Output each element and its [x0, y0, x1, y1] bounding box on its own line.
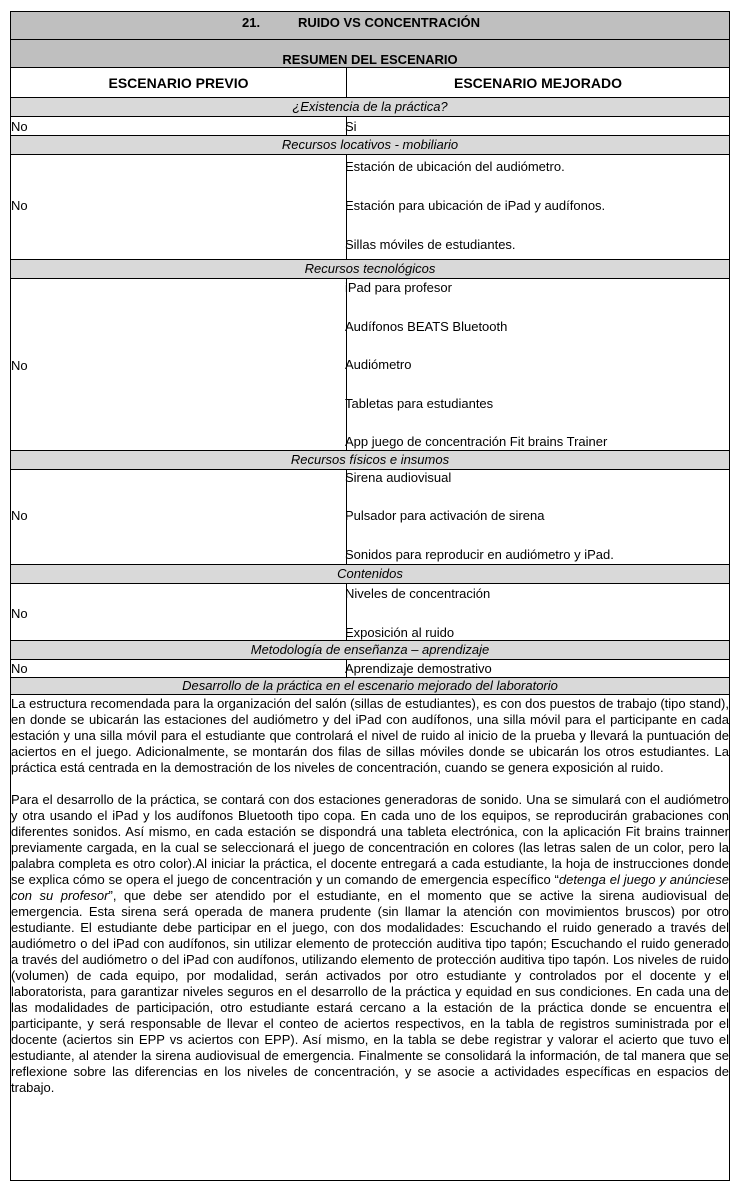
emergency-command: detenga el juego y anúnciese con su profesor: [11, 872, 729, 903]
list-item: Niveles de concentración: [345, 586, 491, 601]
section-existencia: ¿Existencia de la práctica?: [11, 98, 729, 117]
list-item: Tabletas para estudiantes: [345, 396, 494, 411]
list-item: Sillas móviles de estudiantes.: [345, 237, 516, 252]
section-contenidos: Contenidos: [11, 565, 729, 584]
summary-title: RESUMEN DEL ESCENARIO: [282, 52, 458, 67]
row-fisicos: [11, 470, 729, 565]
section-locativos: Recursos locativos - mobiliario: [11, 136, 729, 155]
subtitle-row: [11, 40, 729, 68]
section-metodologia: Metodología de enseñanza – aprendizaje: [11, 641, 729, 660]
title-row: [11, 12, 729, 40]
row-locativos: [11, 155, 729, 260]
col-header-improved: ESCENARIO MEJORADO: [453, 75, 623, 91]
list-item: Audífonos BEATS Bluetooth: [345, 319, 508, 334]
row-metodologia: [11, 660, 729, 678]
list-item: App juego de concentración Fit brains Trainer: [345, 434, 608, 449]
row-contenidos: [11, 584, 729, 641]
prev-locativos: No: [11, 198, 28, 213]
list-item: iPad para profesor: [345, 280, 452, 295]
row-tecnologicos: [11, 279, 729, 451]
scenario-summary-table: [10, 11, 730, 1181]
new-metodologia: Aprendizaje demostrativo: [345, 661, 492, 676]
list-item: Sirena audiovisual: [345, 470, 452, 485]
section-tecnologicos: Recursos tecnológicos: [11, 260, 729, 279]
section-fisicos: Recursos físicos e insumos: [11, 451, 729, 470]
prev-metodologia: No: [11, 661, 28, 676]
practice-title: RUIDO VS CONCENTRACIÓN: [298, 15, 481, 30]
practice-description: [11, 696, 729, 1096]
paragraph-development-part1: Para el desarrollo de la práctica, se contará con dos estaciones generadoras de sonido. Una se simulará con el audiómetro y otra usando el iPad y los audífonos Bluetooth tipo copa. En cada uno de los equipos, se reproducirán grabaciones con diferentes sonidos. Así mismo, en cada estación se dispondrá una tableta electrónica, con la aplicación Fit brains trainner previamente cargada, en la cual se seleccionará el juego de concentración en colores (las letras salen de un color, pero la palabra completa es otro color).Al iniciar la práctica, el docente entregará a cada estudiante, la hoja de instrucciones donde se explica cómo se opera el juego de concentración y un comando de emergencia específico “: [11, 792, 729, 887]
paragraph-structure: La estructura recomendada para la organización del salón (sillas de estudiantes), es con dos puestos de trabajo (tipo stand), en donde se ubicarán las estaciones del audiómetro y del iPad con audífonos, una silla móvil para el participante en cada estación y una silla móvil para el estudiante que controlará el nivel de ruido al inicio de la prueba y llevará la puntuación de aciertos en el juego. Adicionalmente, se montarán dos filas de sillas móviles donde se ubicarán los otros estudiantes. La práctica está centrada en la demostración de los niveles de concentración, cuando se genera exposición al ruido.: [11, 696, 729, 775]
column-header-row: [11, 68, 729, 98]
list-item: Estación de ubicación del audiómetro.: [345, 159, 565, 174]
col-header-previous: ESCENARIO PREVIO: [108, 75, 249, 91]
new-existencia: Si: [345, 119, 357, 134]
section-desarrollo: Desarrollo de la práctica en el escenario mejorado del laboratorio: [11, 678, 729, 695]
paragraph-development: [11, 792, 729, 1096]
prev-tecnologicos: No: [11, 358, 28, 373]
practice-number: 21.: [242, 15, 261, 30]
list-item: Pulsador para activación de sirena: [345, 508, 545, 523]
list-item: Audiómetro: [345, 357, 412, 372]
prev-fisicos: No: [11, 508, 28, 523]
prev-contenidos: No: [11, 606, 28, 621]
list-item: Estación para ubicación de iPad y audífonos.: [345, 198, 606, 213]
list-item: Sonidos para reproducir en audiómetro y iPad.: [345, 547, 614, 562]
paragraph-development-part2: ”, que debe ser atendido por el estudiante, en el momento que se active la sirena audiovisual de emergencia. Esta sirena será operada de manera prudente (sin llamar la atención con movimientos bruscos) por otro estudiante. El estudiante debe participar en el juego, con dos modalidades: Escuchando el ruido generado a través del audiómetro o del iPad con audífonos, sin utilizar elemento de protección auditiva tipo tapón; Escuchando el ruido generado a través del audiómetro o del iPad con audífonos, utilizando elemento de protección auditiva tipo tapón. Los niveles de ruido (volumen) de cada equipo, por modalidad, serán activados por otro estudiante y controlados por el docente y el laboratorista, para garantizar niveles seguros en el desarrollo de la práctica y equidad en sus condiciones. En cada una de las modalidades de participación, otro estudiante estará cercano a la estación de la práctica donde se encuentra el participante, y será responsable de llevar el conteo de aciertos respectivos, en la tabla de registros suministrada por el docente (aciertos sin EPP vs aciertos con EPP). Así mismo, en la tabla se debe registrar y valorar el acierto que tuvo el estudiante, al atender la sirena audiovisual de emergencia. Finalmente se consolidará la información, de tal manera que se reflexione sobre las diferencias en los niveles de concentración, y se asocie a actividades específicas en espacios de trabajo.: [11, 888, 729, 1095]
list-item: Exposición al ruido: [345, 625, 455, 640]
prev-existencia: No: [11, 119, 28, 134]
row-existencia: [11, 117, 729, 136]
